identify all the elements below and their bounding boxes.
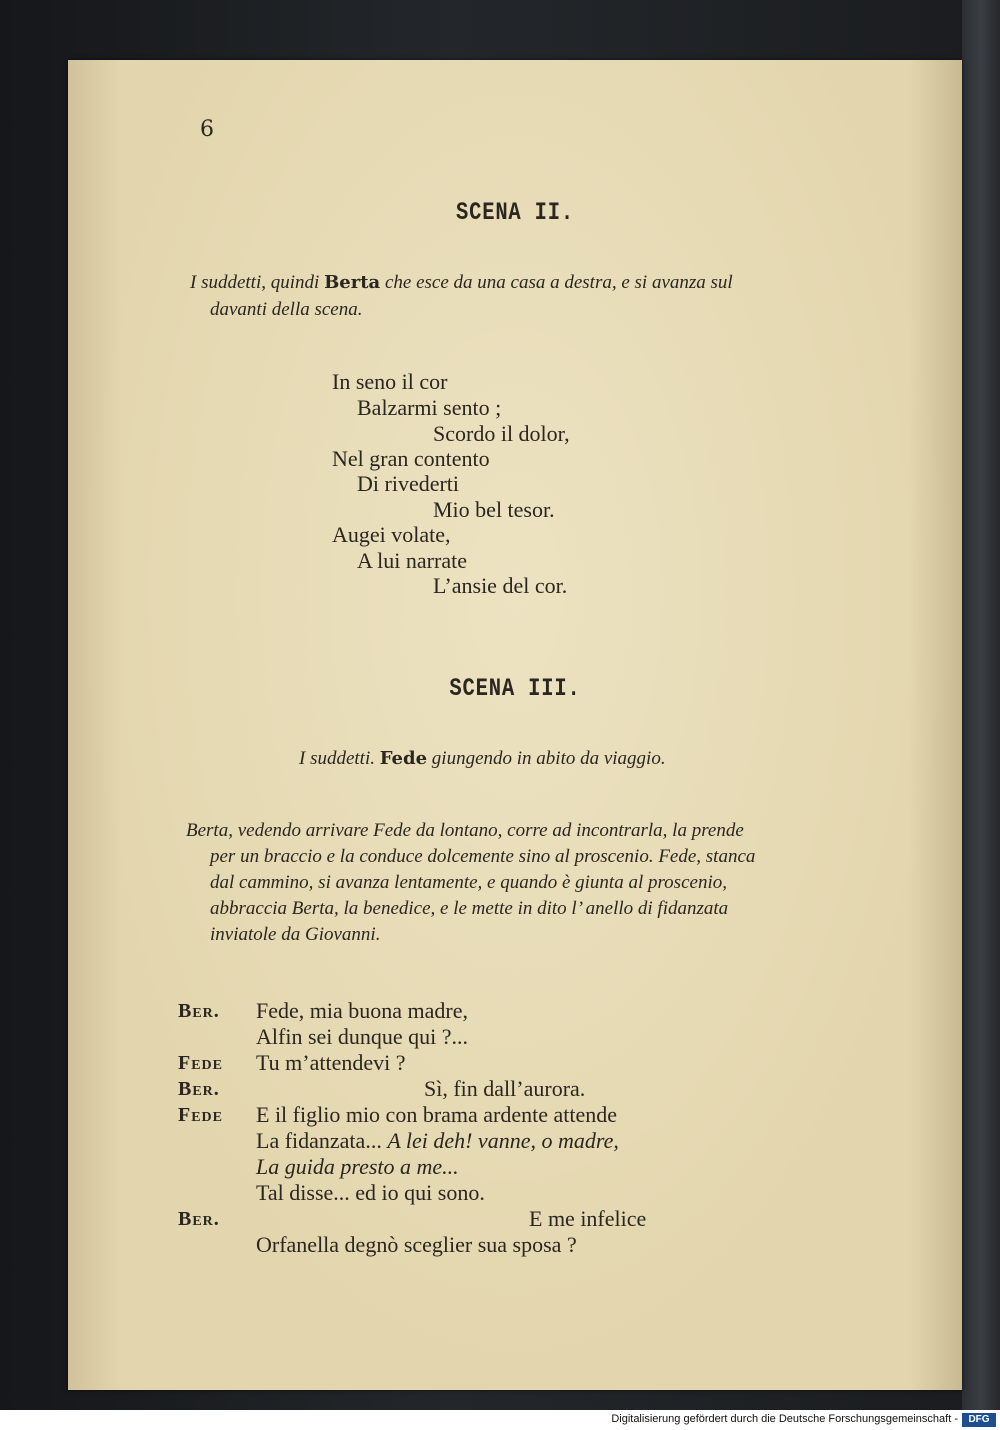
verse-line: Augei volate, bbox=[332, 522, 451, 547]
book-page bbox=[68, 60, 962, 1390]
speaker-label: Ber. bbox=[178, 1208, 220, 1230]
dialogue-line: Alfin sei dunque qui ?... bbox=[256, 1024, 469, 1049]
character-name-fede: Fede bbox=[379, 748, 428, 769]
scene-2-title: SCENA II. bbox=[455, 198, 575, 227]
speaker-label: Fede bbox=[178, 1052, 224, 1074]
dialogue-line: Fede, mia buona madre, bbox=[256, 998, 468, 1023]
verse-line: In seno il cor bbox=[332, 369, 448, 394]
footer-bar bbox=[0, 1410, 1000, 1430]
direction-text: I suddetti, quindi bbox=[190, 272, 325, 293]
verse-line: Di rivederti bbox=[357, 471, 460, 496]
dialogue-text-italic: A lei deh! vanne, o madre, bbox=[387, 1128, 619, 1153]
verse-line: L’ansie del cor. bbox=[433, 573, 568, 598]
verse-line: Mio bel tesor. bbox=[433, 497, 555, 522]
dfg-logo-icon: DFG bbox=[962, 1413, 996, 1427]
stage-direction-line: abbraccia Berta, la benedice, e le mette in dito l’ anello di fidanzata bbox=[210, 898, 729, 919]
stage-direction-line: dal cammino, si avanza lentamente, e quando è giunta al proscenio, bbox=[210, 872, 727, 893]
direction-text: giungendo in abito da viaggio. bbox=[427, 748, 666, 769]
dialogue-line: La guida presto a me... bbox=[256, 1154, 459, 1179]
stage-direction-line: Berta, vedendo arrivare Fede da lontano, corre ad incontrarla, la prende bbox=[186, 820, 744, 841]
scene-2-direction-line-1 bbox=[190, 272, 733, 294]
dialogue-line: Orfanella degnò sceglier sua sposa ? bbox=[256, 1232, 577, 1257]
verse-line: Balzarmi sento ; bbox=[357, 395, 502, 420]
page-number: 6 bbox=[200, 117, 214, 142]
dialogue-line: E il figlio mio con brama ardente attende bbox=[256, 1102, 618, 1127]
scene-3-intro bbox=[299, 748, 666, 770]
dialogue-line bbox=[256, 1128, 619, 1154]
dialogue-line: Tal disse... ed io qui sono. bbox=[256, 1180, 485, 1205]
speaker-label: Fede bbox=[178, 1104, 224, 1126]
book-spine-edge bbox=[962, 0, 1000, 1410]
scene-2-direction-line-2: davanti della scena. bbox=[210, 299, 363, 320]
speaker-label: Ber. bbox=[178, 1000, 220, 1022]
dialogue-line: Tu m’attendevi ? bbox=[256, 1050, 406, 1075]
verse-line: Nel gran contento bbox=[332, 446, 490, 471]
dialogue-text: La fidanzata... bbox=[256, 1128, 388, 1153]
stage-direction-line: inviatole da Giovanni. bbox=[210, 924, 381, 945]
dialogue-line: Sì, fin dall’aurora. bbox=[424, 1076, 586, 1101]
character-name-berta: Berta bbox=[324, 272, 381, 293]
verse-line: A lui narrate bbox=[357, 548, 467, 573]
direction-text: I suddetti. bbox=[299, 748, 380, 769]
verse-line: Scordo il dolor, bbox=[433, 421, 570, 446]
scene-3-title: SCENA III. bbox=[449, 674, 581, 703]
funding-credit: Digitalisierung gefördert durch die Deutsche Forschungsgemeinschaft - bbox=[611, 1413, 958, 1425]
stage-direction-line: per un braccio e la conduce dolcemente sino al proscenio. Fede, stanca bbox=[210, 846, 756, 867]
speaker-label: Ber. bbox=[178, 1078, 220, 1100]
direction-text: che esce da una casa a destra, e si avanza sul bbox=[380, 272, 733, 293]
dialogue-line: E me infelice bbox=[529, 1206, 647, 1231]
